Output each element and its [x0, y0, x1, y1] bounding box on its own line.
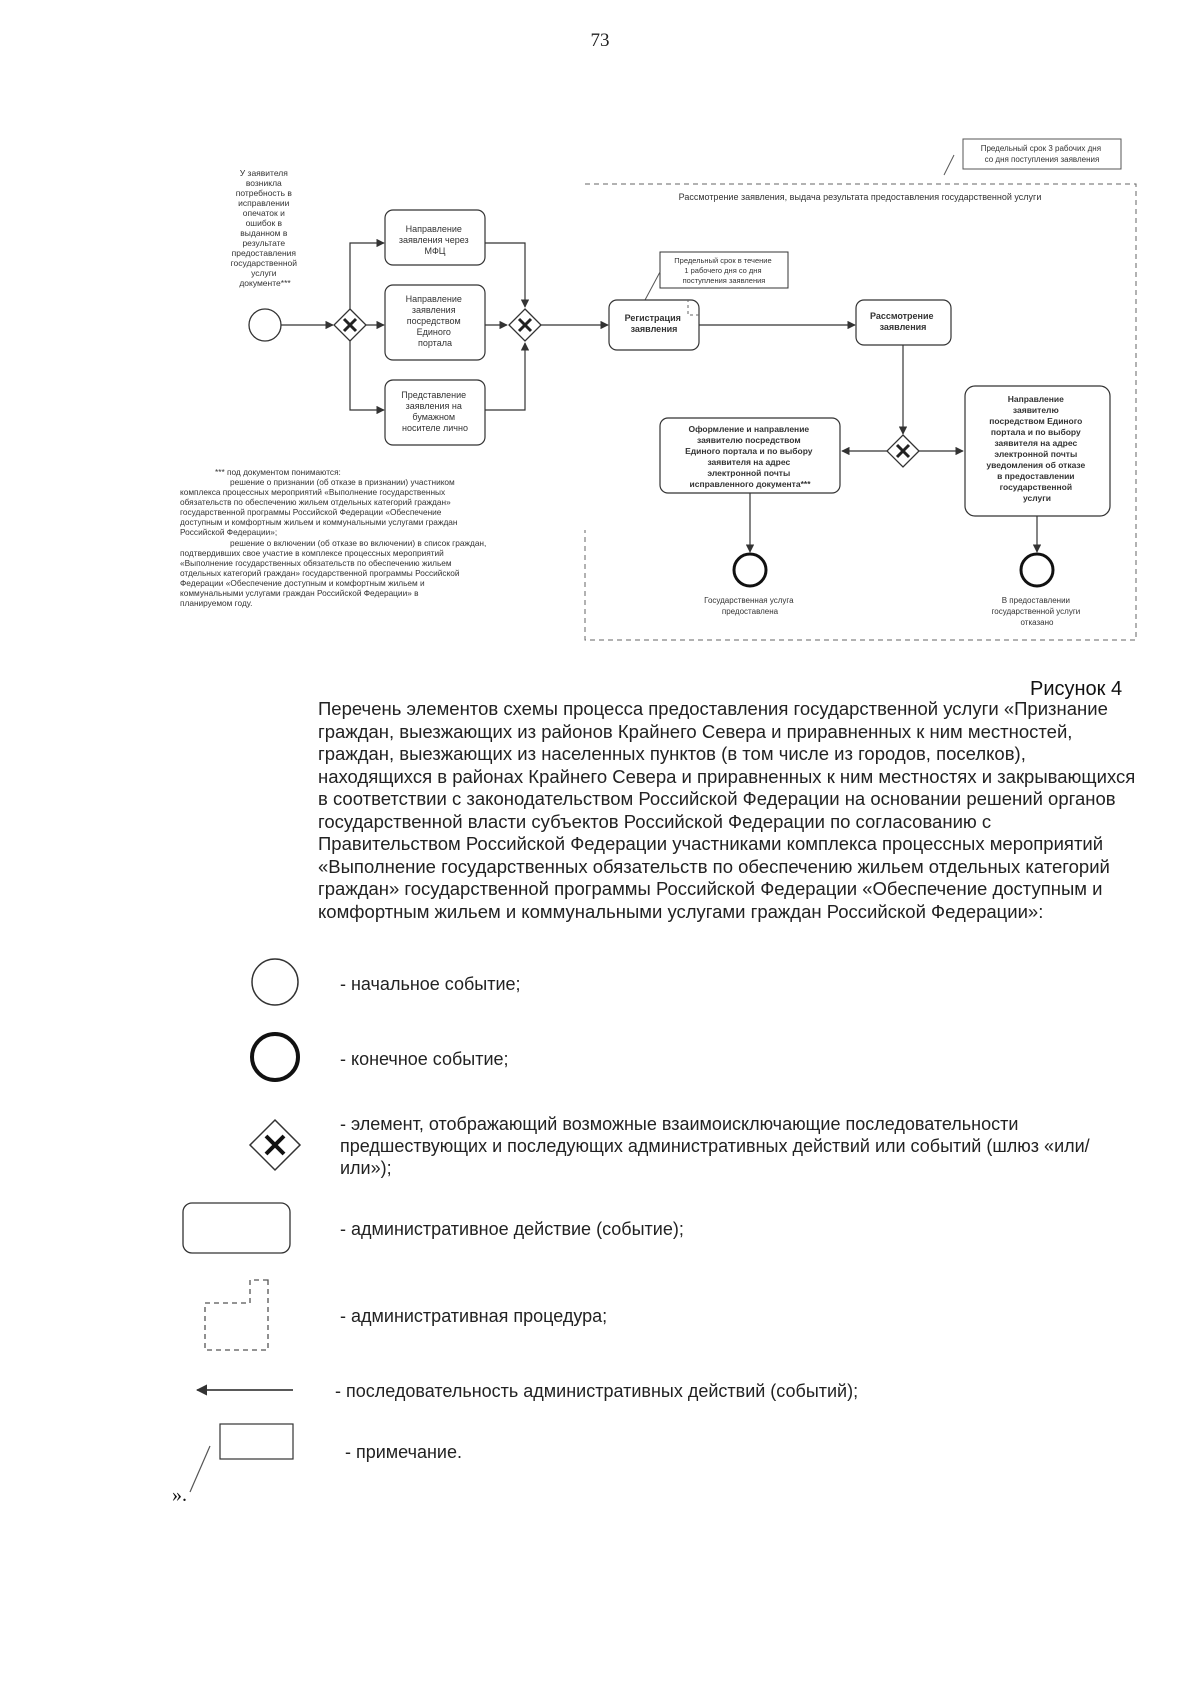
legend-procedure-icon — [205, 1280, 268, 1350]
end-event-refused — [1021, 554, 1053, 586]
svg-text:Направление заявителю: Направление заявителю посредством Единого портала и по выбору заявителя на адрес электронной почты уведомления об отказе в предоставлении государственной услуги — [986, 394, 1086, 503]
procedure-title: Рассмотрение заявления, выдача результата предоставления государственной услуги — [678, 192, 1042, 202]
svg-text:Российской Федерации»;: Российской Федерации»; — [180, 527, 278, 537]
legend-action-icon — [183, 1203, 290, 1253]
intro-text: Перечень элементов схемы процесса предоставления государственной услуги «Признание граждан, выезжающих из районов Крайнего Севера и приравненных к ним местностей, граждан, выезжающих из населенных пунктов (в том числе из городов, поселков), находящихся в районах Крайнего Севера и приравненных к ним местностях и закрывающихся в соответствии с законодательством Российской Федерации на основании решений органов государственной власти субъектов Российской Федерации по согласованию с Правительством Российской Федерации участниками комплекса процессных мероприятий «Выполнение государственных обязательств по обеспечению жильем отдельных категорий граждан» государственной программы Российской Федерации «Обеспечение доступным и комфортным жильем и коммунальными услугами граждан Российской Федерации»: — [318, 698, 1136, 922]
svg-text:отдельных категорий граждан» г: отдельных категорий граждан» государственной программы Российской — [180, 568, 460, 578]
svg-text:коммунальными услугами граждан: коммунальными услугами граждан Российской Федерации» в — [180, 588, 419, 598]
legend-start-event-icon — [252, 959, 298, 1005]
start-condition: У заявителя возникла потребность в исправлении опечаток и ошибок в выданном в результате предоставления государственной услуги документе*** — [230, 168, 298, 288]
legend-action-label: - административное действие (событие); — [340, 1219, 684, 1239]
svg-text:комплекса процессных мероприят: комплекса процессных мероприятий «Выполнение государственных — [180, 487, 446, 497]
start-event — [249, 309, 281, 341]
legend-start-event-label: - начальное событие; — [340, 974, 521, 994]
end-refused-label: В предоставлении государственной услуги отказано — [991, 596, 1081, 627]
svg-text:Федерации «Обеспечение доступн: Федерации «Обеспечение доступным и комфортным жильем и — [180, 578, 425, 588]
svg-text:обязательств по обеспечению жи: обязательств по обеспечению жильем отдельных категорий граждан» — [180, 497, 451, 507]
flow-to-mfc — [350, 243, 384, 309]
closing-mark: ». — [172, 1484, 187, 1506]
svg-text:Представление заявления на: Представление заявления на бумажном носителе лично — [401, 390, 468, 433]
legend-procedure-label: - административная процедура; — [340, 1306, 608, 1326]
legend-sequence-label: - последовательность административных действий (событий); — [335, 1381, 859, 1401]
svg-text:Рассмотрение заявления: Рассмотрение заявления — [869, 311, 934, 332]
svg-text:«Выполнение государственных об: «Выполнение государственных обязательств по обеспечению жильем — [180, 558, 452, 568]
svg-text:*** под документом понимаются:: *** под документом понимаются: — [215, 467, 341, 477]
gateway-decision — [887, 435, 919, 467]
legend-note-label: - примечание. — [345, 1442, 462, 1462]
legend-gateway-icon — [250, 1120, 300, 1170]
timing-note-reg-leader — [645, 272, 660, 300]
svg-text:Направление заявления чере: Направление заявления через МФЦ — [398, 224, 469, 256]
legend-note-icon — [190, 1424, 293, 1492]
svg-text:подтвердивших свое участие в к: подтвердивших свое участие в комплексе процессных мероприятий — [180, 548, 444, 558]
figure-caption: Рисунок 4 — [1030, 678, 1123, 700]
svg-text:Оформление и направление з: Оформление и направление заявителю посредством Единого портала и по выбору заявителя на адрес электронной почты исправленного документа*** — [685, 424, 813, 489]
gateway-merge — [509, 309, 541, 341]
legend-end-event-icon — [252, 1034, 298, 1080]
svg-text:государственной программы Росс: государственной программы Российской Федерации «Обеспечение — [180, 507, 442, 517]
legend-end-event-label: - конечное событие; — [340, 1049, 509, 1069]
svg-text:Регистрация заявления: Регистрация заявления — [624, 313, 681, 334]
flow-mfc-merge — [485, 243, 525, 307]
timing-note-leader — [944, 155, 954, 175]
legend-gateway-label: - элемент, отображающий возможные взаимоисключающие последовательности предшествующих и последующих административных действий или событий (шлюз «или/или»); — [340, 1114, 1090, 1178]
timing-note-reg: Предельный срок в течение 1 рабочего дня со дня поступления заявления — [674, 256, 772, 285]
svg-text:планируемом году.: планируемом году. — [180, 598, 253, 608]
end-event-granted — [734, 554, 766, 586]
timing-note-top: Предельный срок 3 рабочих дня со дня поступления заявления — [980, 144, 1102, 164]
flow-paper-merge — [485, 343, 525, 410]
diagram-footnote — [180, 467, 486, 608]
gateway-split — [334, 309, 366, 341]
svg-text:Направление заявления: Направление заявления посредством Единого портала — [405, 294, 462, 348]
svg-text:доступным и комфортным жильем: доступным и комфортным жильем и коммунальными услугами граждан — [180, 517, 458, 527]
svg-text:решение о признании (об отказе: решение о признании (об отказе в признании) участником — [230, 477, 455, 487]
svg-text:решение о включении (об отказе: решение о включении (об отказе во включении) в список граждан, — [230, 538, 487, 548]
page-number: 73 — [590, 30, 610, 51]
flow-to-paper — [350, 341, 384, 410]
end-granted-label: Государственная услуга предоставлена — [704, 596, 794, 616]
